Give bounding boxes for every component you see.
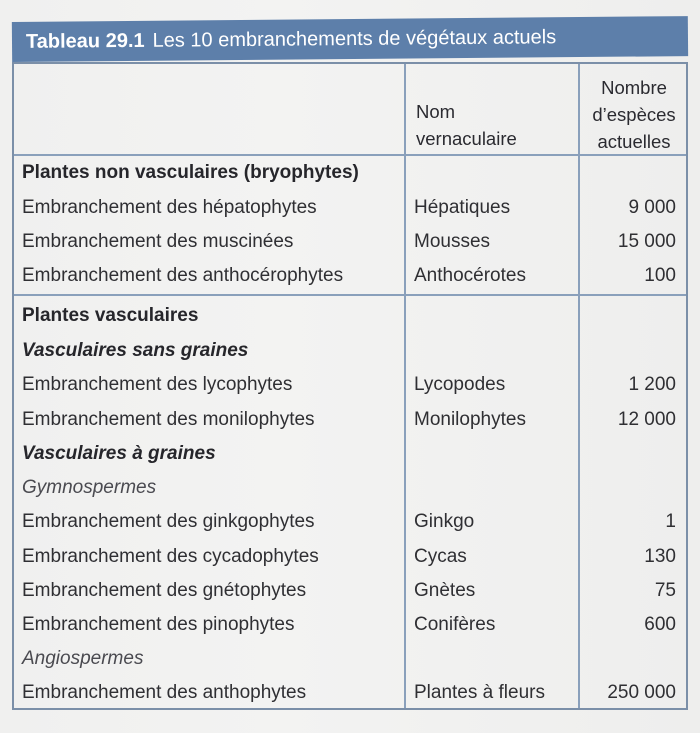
subgroup-label: Vasculaires sans graines xyxy=(22,340,249,361)
header-species-count xyxy=(580,74,688,155)
header-common-name-line2: vernaculaire xyxy=(416,128,517,149)
phylum-name: Embranchement des anthophytes xyxy=(22,682,307,703)
table-row xyxy=(14,156,686,190)
table-row xyxy=(14,299,686,333)
table-row xyxy=(14,191,686,225)
table-row xyxy=(14,334,686,368)
section-rule xyxy=(14,294,686,296)
phylum-name: Embranchement des muscinées xyxy=(22,231,294,252)
species-count: 1 200 xyxy=(628,374,676,395)
table-row xyxy=(14,403,686,437)
table-row xyxy=(14,471,686,505)
common-name: Plantes à fleurs xyxy=(414,682,545,703)
phylum-name: Embranchement des anthocérophytes xyxy=(22,265,344,286)
common-name: Monilophytes xyxy=(414,409,526,430)
common-name: Mousses xyxy=(414,231,491,252)
table-row xyxy=(14,225,686,259)
group-label: Plantes vasculaires xyxy=(22,305,199,326)
common-name: Lycopodes xyxy=(414,374,506,395)
table-row xyxy=(14,642,686,676)
species-count: 15 000 xyxy=(617,231,676,252)
species-count: 1 xyxy=(665,511,676,532)
table-row xyxy=(14,574,686,608)
header-species-count-line3: actuelles xyxy=(597,131,671,152)
species-count: 250 000 xyxy=(607,682,676,703)
phylum-name: Embranchement des monilophytes xyxy=(22,409,315,430)
header-species-count-line1: Nombre xyxy=(601,77,667,98)
species-count: 100 xyxy=(644,265,676,286)
species-count: 130 xyxy=(644,546,676,567)
table-number: Tableau 29.1 xyxy=(25,29,145,53)
phylum-name: Embranchement des hépatophytes xyxy=(22,197,317,218)
species-count: 12 000 xyxy=(617,409,676,430)
phylum-name: Embranchement des cycadophytes xyxy=(22,546,319,567)
phylum-name: Embranchement des pinophytes xyxy=(22,614,295,635)
common-name: Anthocérotes xyxy=(414,265,526,286)
common-name: Hépatiques xyxy=(414,197,511,218)
species-count: 9 000 xyxy=(628,197,676,218)
category-label: Angiospermes xyxy=(22,648,144,669)
category-label: Gymnospermes xyxy=(22,477,157,498)
table-row xyxy=(14,505,686,539)
common-name: Gnètes xyxy=(414,580,476,601)
phylum-name: Embranchement des gnétophytes xyxy=(22,580,307,601)
phylum-name: Embranchement des ginkgophytes xyxy=(22,511,315,532)
table-title-bar xyxy=(12,16,688,62)
common-name: Ginkgo xyxy=(414,511,475,532)
table-row xyxy=(14,608,686,642)
plant-phyla-table xyxy=(12,62,688,710)
table-row xyxy=(14,540,686,574)
species-count: 600 xyxy=(644,614,676,635)
table-row xyxy=(14,437,686,471)
group-label: Plantes non vasculaires (bryophytes) xyxy=(22,162,359,183)
header-species-count-line2: d’espèces xyxy=(592,104,676,125)
header-common-name xyxy=(416,98,517,152)
species-count: 75 xyxy=(654,580,676,601)
common-name: Cycas xyxy=(414,546,467,567)
table-title: Les 10 embranchements de végétaux actuels xyxy=(152,26,557,52)
common-name: Conifères xyxy=(414,614,496,635)
table-row xyxy=(14,676,686,710)
phylum-name: Embranchement des lycophytes xyxy=(22,374,293,395)
table-row xyxy=(14,259,686,293)
subgroup-label: Vasculaires à graines xyxy=(22,443,216,464)
header-common-name-line1: Nom xyxy=(416,101,456,122)
table-row xyxy=(14,368,686,402)
